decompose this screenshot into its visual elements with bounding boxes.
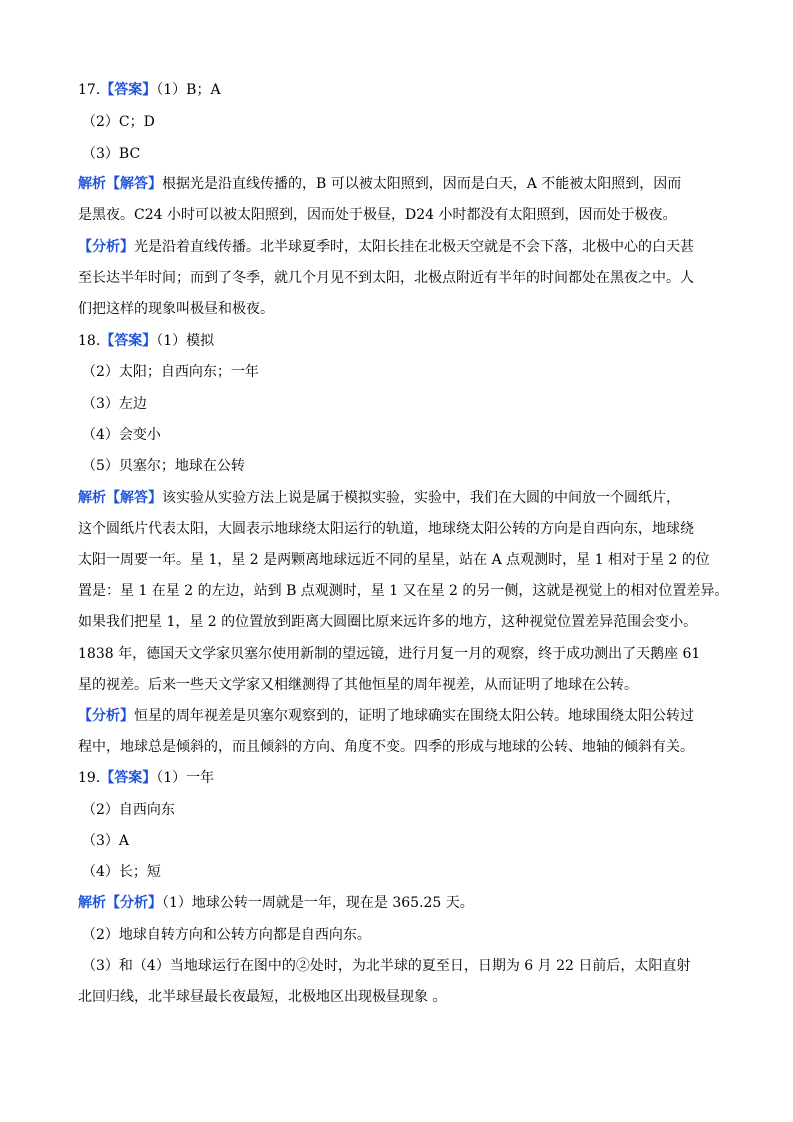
q19-answer-2: （2）自西向东 xyxy=(82,802,175,818)
q17-explanation-line-1 xyxy=(78,174,723,194)
explanation-label: 解析 xyxy=(78,490,106,506)
q18-number: 18. xyxy=(78,333,101,349)
q18-explanation-line-5: 如果我们把星 1，星 2 的位置放到距离大圆圈比原来远许多的地方，这种视觉位置差异范围会变小。 xyxy=(78,614,698,630)
q18-explanation-line-2: 这个圆纸片代表太阳，大圆表示地球绕太阳运行的轨道，地球绕太阳公转的方向是自西向东，地球绕 xyxy=(78,521,694,537)
q17-analysis-line-2: 至长达半年时间；而到了冬季，就几个月见不到太阳，北极点附近有半年的时间都处在黑夜之中。人 xyxy=(78,270,694,286)
q18-answer-1: （1）模拟 xyxy=(156,333,215,349)
q18-explanation-line-6: 1838 年，德国天文学家贝塞尔使用新制的望远镜，进行月复一月的观察，终于成功测出了天鹅座 61 xyxy=(78,646,701,662)
q18-answer-5: （5）贝塞尔；地球在公转 xyxy=(82,458,245,474)
q18-analysis-line-1 xyxy=(78,706,723,726)
explanation-label: 解析 xyxy=(78,895,106,911)
q18-explanation-text-1: 该实验从实验方法上说是属于模拟实验，实验中，我们在大圆的中间放一个圆纸片， xyxy=(162,490,680,506)
solution-label: 【解答】 xyxy=(106,176,162,192)
analysis-label: 【分析】 xyxy=(78,239,134,255)
analysis-label: 【分析】 xyxy=(106,895,162,911)
solution-label: 【解答】 xyxy=(106,490,162,506)
q17-answer-1: （1）B；A xyxy=(156,82,221,98)
q18-answer-4: （4）会变小 xyxy=(82,427,161,443)
q17-analysis-line-1 xyxy=(78,237,723,257)
q19-answer-1: （1）一年 xyxy=(156,770,215,786)
q18-analysis-line-2: 程中，地球总是倾斜的，而且倾斜的方向、角度不变。四季的形成与地球的公转、地轴的倾斜有关。 xyxy=(78,739,694,755)
q18-explanation-line-1 xyxy=(78,488,723,508)
q18-answer-2: （2）太阳；自西向东；一年 xyxy=(82,364,259,380)
q19-explanation-line-3: （3）和（4）当地球运行在图中的②处时，为北半球的夏至日，日期为 6 月 22 日前后，太阳直射 xyxy=(82,958,691,974)
q18-answer-3: （3）左边 xyxy=(82,396,147,412)
explanation-label: 解析 xyxy=(78,176,106,192)
q18-explanation-line-3: 太阳一周要一年。星 1，星 2 是两颗离地球远近不同的星星，站在 A 点观测时，星 1 相对于星 2 的位 xyxy=(78,552,710,568)
q19-explanation-line-1 xyxy=(78,893,723,913)
answer-label: 【答案】 xyxy=(100,770,157,786)
answer-label: 【答案】 xyxy=(100,82,157,98)
q17-analysis-line-3: 们把这样的现象叫极昼和极夜。 xyxy=(78,301,274,317)
q17-explanation-line-2: 是黑夜。C24 小时可以被太阳照到，因而处于极昼，D24 小时都没有太阳照到，因而处于极夜。 xyxy=(78,207,677,223)
q18-answer-line xyxy=(78,331,723,351)
q19-explanation-line-2: （2）地球自转方向和公转方向都是自西向东。 xyxy=(82,927,371,943)
q17-explanation-text-1: 根据光是沿直线传播的，B 可以被太阳照到，因而是白天，A 不能被太阳照到，因而 xyxy=(162,176,682,192)
q18-explanation-line-4: 置是：星 1 在星 2 的左边，站到 B 点观测时，星 1 又在星 2 的另一侧，这就是视觉上的相对位置差异。 xyxy=(78,583,729,599)
analysis-label: 【分析】 xyxy=(78,708,134,724)
q19-answer-line xyxy=(78,768,723,788)
q17-answer-3: （3）BC xyxy=(82,146,141,162)
q19-number: 19. xyxy=(78,770,101,786)
q19-explanation-text-1: （1）地球公转一周就是一年，现在是 365.25 天。 xyxy=(162,895,474,911)
q18-analysis-text-1: 恒星的周年视差是贝塞尔观察到的，证明了地球确实在围绕太阳公转。地球围绕太阳公转过 xyxy=(134,708,694,724)
q19-answer-3: （3）A xyxy=(82,833,130,849)
q17-answer-line xyxy=(78,80,723,100)
q17-analysis-text-1: 光是沿着直线传播。北半球夏季时，太阳长挂在北极天空就是不会下落，北极中心的白天甚 xyxy=(134,239,694,255)
q17-number: 17. xyxy=(78,82,101,98)
q18-explanation-line-7: 星的视差。后来一些天文学家又相继测得了其他恒星的周年视差，从而证明了地球在公转。 xyxy=(78,677,638,693)
q19-answer-4: （4）长；短 xyxy=(82,864,161,880)
q17-answer-2: （2）C；D xyxy=(82,114,155,130)
answer-label: 【答案】 xyxy=(100,333,157,349)
q19-explanation-line-4: 北回归线，北半球昼最长夜最短，北极地区出现极昼现象 。 xyxy=(78,989,447,1005)
